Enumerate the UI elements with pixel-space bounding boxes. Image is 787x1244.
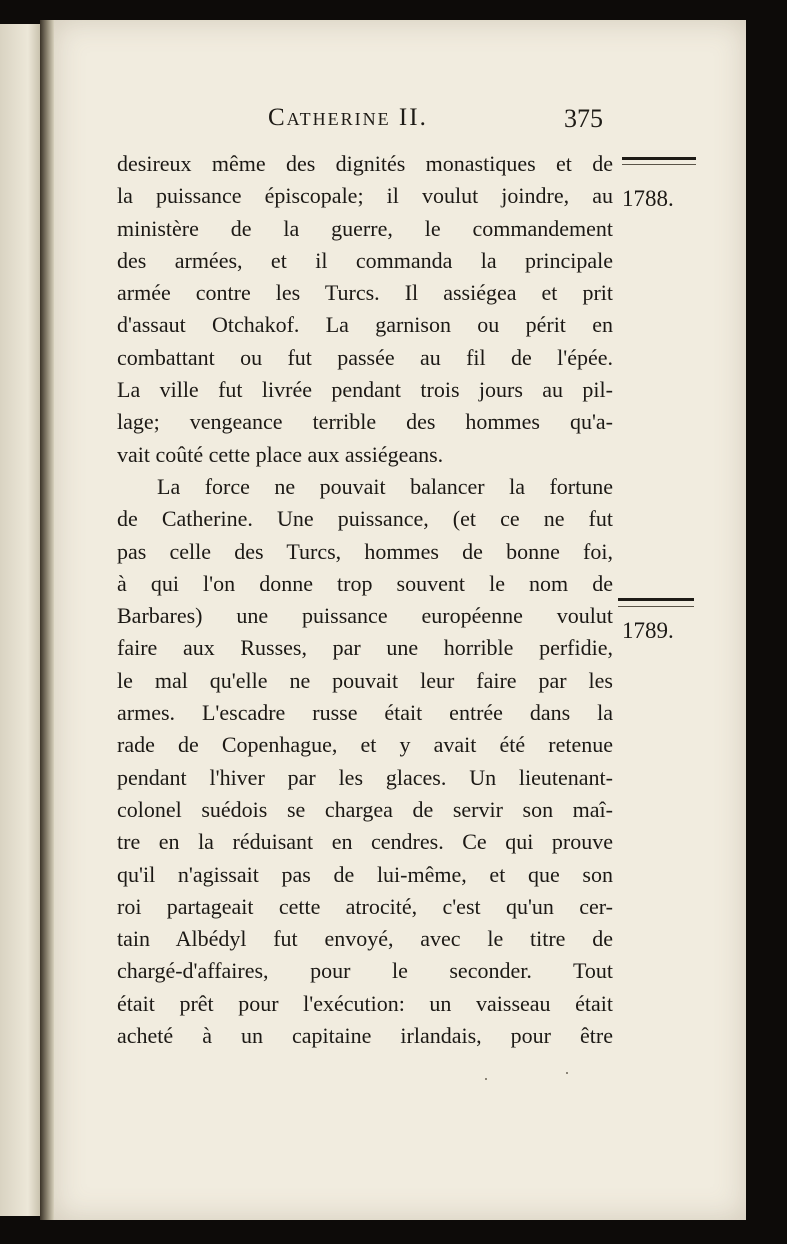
text-line: la puissance épiscopale; il voulut joindre, au	[117, 183, 613, 209]
facing-page-edge	[0, 24, 40, 1216]
text-line: tre en la réduisant en cendres. Ce qui prouve	[117, 829, 613, 855]
text-line: était prêt pour l'exécution: un vaisseau était	[117, 990, 613, 1016]
text-line: de Catherine. Une puissance, (et ce ne fut	[117, 506, 613, 532]
body-text	[117, 148, 613, 1052]
paragraph-2	[117, 471, 613, 1052]
text-line: Barbares) une puissance européenne voulut	[117, 603, 613, 629]
text-line: pas celle des Turcs, hommes de bonne foi,	[117, 538, 613, 564]
page-number: 375	[564, 104, 603, 133]
margin-year-1789: 1789.	[622, 618, 674, 643]
margin-rule-1789	[618, 598, 694, 601]
text-line: le mal qu'elle ne pouvait leur faire par les	[117, 667, 613, 693]
margin-rule-1789-thin	[618, 606, 694, 607]
margin-rule-1788	[622, 157, 696, 160]
text-line: La force ne pouvait balancer la fortune	[157, 473, 613, 499]
text-line: d'assaut Otchakof. La garnison ou périt en	[117, 312, 613, 338]
running-head	[0, 104, 787, 140]
running-head-title: Catherine II.	[268, 104, 428, 131]
text-line: armée contre les Turcs. Il assiégea et prit	[117, 280, 613, 306]
margin-rule-1788-thin	[622, 164, 696, 165]
text-line: La ville fut livrée pendant trois jours au pil-	[117, 377, 613, 403]
paper-speck	[566, 1072, 568, 1074]
text-line: tain Albédyl fut envoyé, avec le titre de	[117, 926, 613, 952]
text-line: ministère de la guerre, le commandement	[117, 215, 613, 241]
text-line: faire aux Russes, par une horrible perfidie,	[117, 635, 613, 661]
text-line: à qui l'on donne trop souvent le nom de	[117, 570, 613, 596]
text-line: acheté à un capitaine irlandais, pour être	[117, 1023, 613, 1049]
text-line: colonel suédois se chargea de servir son maî-	[117, 796, 613, 822]
book-gutter	[40, 20, 54, 1220]
margin-year-1788: 1788.	[622, 186, 674, 211]
paper-speck	[485, 1078, 487, 1080]
text-line: des armées, et il commanda la principale	[117, 247, 613, 273]
text-line: desireux même des dignités monastiques et de	[117, 151, 613, 176]
text-line: pendant l'hiver par les glaces. Un lieutenant-	[117, 764, 613, 790]
text-line: roi partageait cette atrocité, c'est qu'un cer-	[117, 893, 613, 919]
paragraph-1	[117, 148, 613, 471]
text-line: qu'il n'agissait pas de lui-même, et que son	[117, 861, 613, 887]
text-line: lage; vengeance terrible des hommes qu'a-	[117, 409, 613, 435]
text-line: chargé-d'affaires, pour le seconder. Tout	[117, 958, 613, 984]
text-line: armes. L'escadre russe était entrée dans la	[117, 700, 613, 726]
text-line: vait coûté cette place aux assiégeans.	[117, 441, 444, 467]
text-line: combattant ou fut passée au fil de l'épée.	[117, 344, 613, 370]
text-line: rade de Copenhague, et y avait été retenue	[117, 732, 613, 758]
